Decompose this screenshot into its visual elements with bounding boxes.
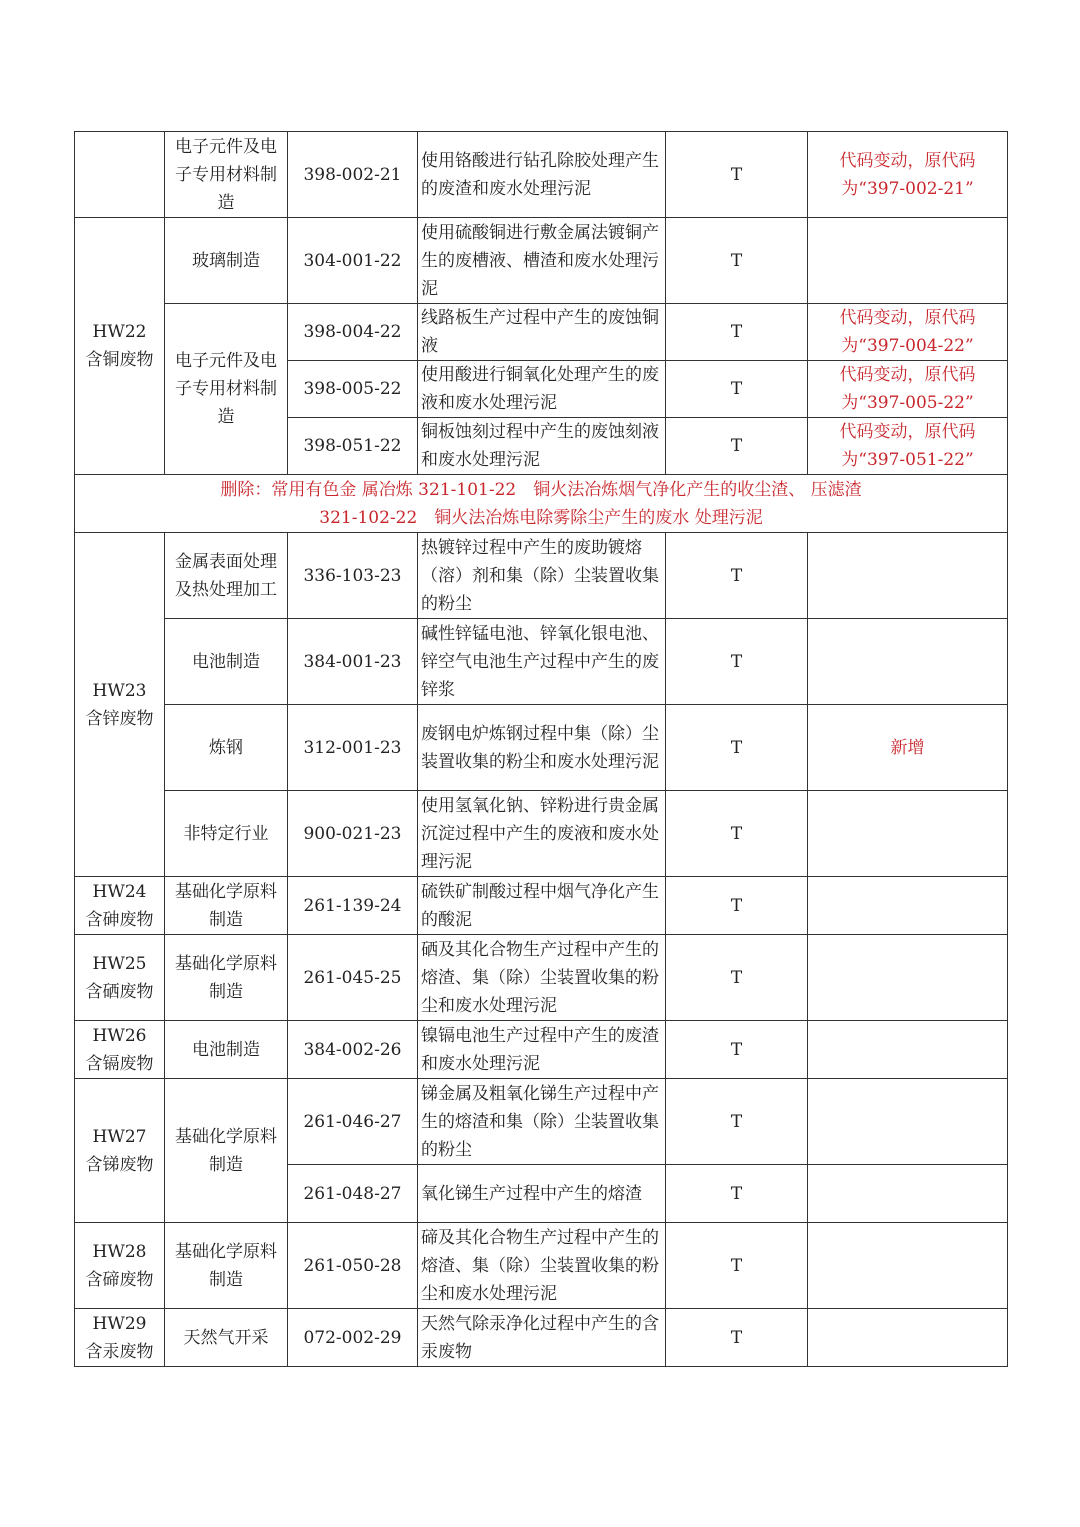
hazard-cell: T bbox=[666, 705, 808, 791]
description-cell: 使用铬酸进行钻孔除胶处理产生的废渣和废水处理污泥 bbox=[418, 132, 666, 218]
description-cell: 铜板蚀刻过程中产生的废蚀刻液和废水处理污泥 bbox=[418, 418, 666, 475]
hazard-cell: T bbox=[666, 132, 808, 218]
description-cell: 硒及其化合物生产过程中产生的熔渣、集（除）尘装置收集的粉尘和废水处理污泥 bbox=[418, 935, 666, 1021]
note-cell bbox=[808, 218, 1008, 304]
industry-cell: 天然气开采 bbox=[165, 1309, 288, 1367]
hazard-cell: T bbox=[666, 1021, 808, 1079]
description-cell: 热镀锌过程中产生的废助镀熔（溶）剂和集（除）尘装置收集的粉尘 bbox=[418, 533, 666, 619]
industry-cell: 基础化学原料制造 bbox=[165, 1223, 288, 1309]
hazard-cell: T bbox=[666, 218, 808, 304]
category-cell bbox=[75, 132, 165, 218]
description-cell: 氧化锑生产过程中产生的熔渣 bbox=[418, 1165, 666, 1223]
note-cell bbox=[808, 935, 1008, 1021]
note-cell: 新增 bbox=[808, 705, 1008, 791]
industry-cell: 电子元件及电子专用材料制造 bbox=[165, 132, 288, 218]
table-row bbox=[75, 877, 1008, 935]
waste-table bbox=[74, 131, 1008, 1367]
category-cell: HW25 含硒废物 bbox=[75, 935, 165, 1021]
industry-cell: 炼钢 bbox=[165, 705, 288, 791]
note-cell: 代码变动，原代码为“397-005-22” bbox=[808, 361, 1008, 418]
industry-cell: 电子元件及电子专用材料制造 bbox=[165, 304, 288, 475]
code-cell: 398-051-22 bbox=[288, 418, 418, 475]
description-cell: 使用氢氧化钠、锌粉进行贵金属沉淀过程中产生的废液和废水处理污泥 bbox=[418, 791, 666, 877]
code-cell: 398-002-21 bbox=[288, 132, 418, 218]
code-cell: 261-139-24 bbox=[288, 877, 418, 935]
table-row bbox=[75, 304, 1008, 361]
code-cell: 900-021-23 bbox=[288, 791, 418, 877]
hazard-cell: T bbox=[666, 304, 808, 361]
code-cell: 304-001-22 bbox=[288, 218, 418, 304]
note-cell: 代码变动，原代码为“397-051-22” bbox=[808, 418, 1008, 475]
hazard-cell: T bbox=[666, 1223, 808, 1309]
table-row bbox=[75, 1223, 1008, 1309]
note-cell bbox=[808, 877, 1008, 935]
hazard-cell: T bbox=[666, 791, 808, 877]
code-cell: 261-050-28 bbox=[288, 1223, 418, 1309]
table-row bbox=[75, 619, 1008, 705]
code-cell: 398-004-22 bbox=[288, 304, 418, 361]
description-cell: 碱性锌锰电池、锌氧化银电池、锌空气电池生产过程中产生的废锌浆 bbox=[418, 619, 666, 705]
hazard-cell: T bbox=[666, 1309, 808, 1367]
code-cell: 384-002-26 bbox=[288, 1021, 418, 1079]
note-cell bbox=[808, 533, 1008, 619]
note-cell bbox=[808, 1165, 1008, 1223]
note-cell bbox=[808, 619, 1008, 705]
category-cell: HW27 含锑废物 bbox=[75, 1079, 165, 1223]
description-cell: 天然气除汞净化过程中产生的含汞废物 bbox=[418, 1309, 666, 1367]
description-cell: 硫铁矿制酸过程中烟气净化产生的酸泥 bbox=[418, 877, 666, 935]
code-cell: 261-045-25 bbox=[288, 935, 418, 1021]
industry-cell: 玻璃制造 bbox=[165, 218, 288, 304]
deleted-note: 删除：常用有色金 属冶炼 321-101-22 铜火法冶炼烟气净化产生的收尘渣、 压滤渣 321-102-22 铜火法冶炼电除雾除尘产生的废水 处理污泥 bbox=[75, 475, 1008, 533]
description-cell: 使用酸进行铜氧化处理产生的废液和废水处理污泥 bbox=[418, 361, 666, 418]
code-cell: 384-001-23 bbox=[288, 619, 418, 705]
hazard-cell: T bbox=[666, 877, 808, 935]
code-cell: 072-002-29 bbox=[288, 1309, 418, 1367]
industry-cell: 金属表面处理及热处理加工 bbox=[165, 533, 288, 619]
hazard-cell: T bbox=[666, 619, 808, 705]
description-cell: 锑金属及粗氧化锑生产过程中产生的熔渣和集（除）尘装置收集的粉尘 bbox=[418, 1079, 666, 1165]
code-cell: 336-103-23 bbox=[288, 533, 418, 619]
industry-cell: 基础化学原料制造 bbox=[165, 877, 288, 935]
code-cell: 312-001-23 bbox=[288, 705, 418, 791]
industry-cell: 基础化学原料制造 bbox=[165, 1079, 288, 1223]
note-cell bbox=[808, 1309, 1008, 1367]
industry-cell: 电池制造 bbox=[165, 1021, 288, 1079]
industry-cell: 非特定行业 bbox=[165, 791, 288, 877]
table-row bbox=[75, 935, 1008, 1021]
note-cell bbox=[808, 1223, 1008, 1309]
table-row bbox=[75, 791, 1008, 877]
description-cell: 碲及其化合物生产过程中产生的熔渣、集（除）尘装置收集的粉尘和废水处理污泥 bbox=[418, 1223, 666, 1309]
industry-cell: 电池制造 bbox=[165, 619, 288, 705]
hazard-cell: T bbox=[666, 533, 808, 619]
hazard-cell: T bbox=[666, 418, 808, 475]
note-cell bbox=[808, 1079, 1008, 1165]
code-cell: 261-046-27 bbox=[288, 1079, 418, 1165]
hazard-cell: T bbox=[666, 935, 808, 1021]
table-row bbox=[75, 132, 1008, 218]
hazard-cell: T bbox=[666, 361, 808, 418]
category-cell: HW23 含锌废物 bbox=[75, 533, 165, 877]
note-cell: 代码变动，原代码为“397-002-21” bbox=[808, 132, 1008, 218]
note-cell bbox=[808, 1021, 1008, 1079]
description-cell: 线路板生产过程中产生的废蚀铜液 bbox=[418, 304, 666, 361]
table-row bbox=[75, 705, 1008, 791]
category-cell: HW26 含镉废物 bbox=[75, 1021, 165, 1079]
category-cell: HW24 含砷废物 bbox=[75, 877, 165, 935]
table-row bbox=[75, 1309, 1008, 1367]
deleted-row bbox=[75, 475, 1008, 533]
description-cell: 废钢电炉炼钢过程中集（除）尘装置收集的粉尘和废水处理污泥 bbox=[418, 705, 666, 791]
category-cell: HW28 含碲废物 bbox=[75, 1223, 165, 1309]
code-cell: 398-005-22 bbox=[288, 361, 418, 418]
hazard-cell: T bbox=[666, 1079, 808, 1165]
code-cell: 261-048-27 bbox=[288, 1165, 418, 1223]
category-cell: HW29 含汞废物 bbox=[75, 1309, 165, 1367]
table-row bbox=[75, 1079, 1008, 1165]
table-row bbox=[75, 218, 1008, 304]
table-row bbox=[75, 1021, 1008, 1079]
note-cell: 代码变动，原代码为“397-004-22” bbox=[808, 304, 1008, 361]
description-cell: 使用硫酸铜进行敷金属法镀铜产生的废槽液、槽渣和废水处理污泥 bbox=[418, 218, 666, 304]
category-cell: HW22 含铜废物 bbox=[75, 218, 165, 475]
note-cell bbox=[808, 791, 1008, 877]
industry-cell: 基础化学原料制造 bbox=[165, 935, 288, 1021]
table-row bbox=[75, 533, 1008, 619]
description-cell: 镍镉电池生产过程中产生的废渣和废水处理污泥 bbox=[418, 1021, 666, 1079]
hazard-cell: T bbox=[666, 1165, 808, 1223]
